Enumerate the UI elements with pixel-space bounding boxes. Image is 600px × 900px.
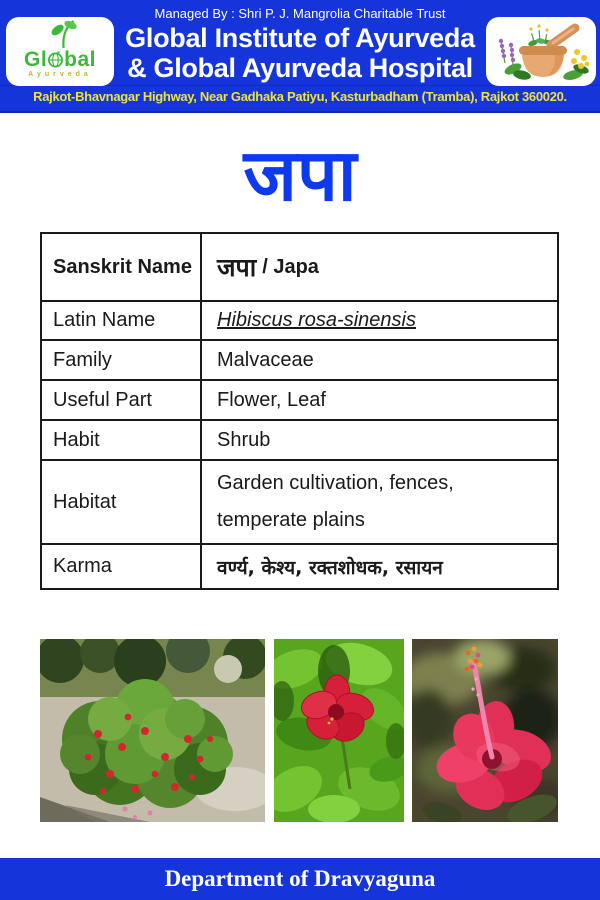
row-value: Flower, Leaf	[217, 388, 326, 411]
page-title: जपा	[243, 132, 357, 217]
mortar-pestle-icon	[489, 19, 593, 83]
row-label: Latin Name	[42, 302, 202, 339]
logo-wordmark	[6, 49, 114, 70]
row-value	[202, 545, 557, 588]
table-row-habitat	[42, 459, 557, 543]
leaf-icon	[49, 18, 79, 48]
row-value	[202, 302, 557, 339]
table-row-habit	[42, 419, 557, 459]
photo-hibiscus-shrub	[40, 639, 265, 822]
logo-word-start: Gl	[23, 48, 48, 71]
globe-icon	[47, 51, 64, 68]
habitat-line-2: temperate plains	[217, 509, 365, 531]
row-label: Karma	[42, 545, 202, 588]
row-value	[202, 461, 557, 543]
logo-subtitle: Ayurveda	[28, 71, 92, 78]
table-row-sanskrit-name	[42, 234, 557, 300]
row-label: Family	[42, 341, 202, 379]
footer-text: Department of Dravyaguna	[164, 866, 436, 891]
institute-title-line2: & Global Ayurveda Hospital	[127, 53, 473, 83]
plant-info-table	[40, 232, 559, 590]
institute-title-line1: Global Institute of Ayurveda	[125, 23, 475, 53]
address-text: Rajkot-Bhavnagar Highway, Near Gadhaka Patiyu, Kasturbadham (Tramba), Rajkot 360020.	[33, 89, 567, 104]
latin-name-value: Hibiscus rosa-sinensis	[217, 309, 416, 331]
photo-hibiscus-flower-stamen	[412, 639, 558, 822]
row-value	[202, 234, 557, 300]
row-value: Malvaceae	[217, 348, 314, 371]
row-label: Habit	[42, 421, 202, 459]
header-band	[0, 0, 600, 113]
header-text-block	[116, 0, 484, 83]
logo-box	[6, 17, 114, 86]
row-label: Sanskrit Name	[42, 234, 202, 300]
row-label: Habitat	[42, 461, 202, 543]
habitat-line-1: Garden cultivation, fences,	[217, 472, 454, 494]
row-value: Shrub	[217, 428, 271, 451]
karma-value-devanagari: वर्ण्य, केश्य, रक्तशोधक, रसायन	[217, 556, 443, 579]
table-row-latin-name	[42, 300, 557, 339]
sanskrit-value-devanagari: जपा	[217, 253, 257, 282]
photo-hibiscus-flower-closeup	[274, 639, 404, 822]
sanskrit-value-latin: / Japa	[262, 255, 319, 278]
footer-band	[0, 858, 600, 900]
herbs-box	[486, 17, 596, 86]
table-row-karma	[42, 543, 557, 588]
table-row-family	[42, 339, 557, 379]
logo-word-end: bal	[64, 48, 96, 71]
row-label: Useful Part	[42, 381, 202, 419]
managed-by-text: Managed By : Shri P. J. Mangrolia Charitable Trust	[154, 6, 446, 21]
table-row-useful-part	[42, 379, 557, 419]
